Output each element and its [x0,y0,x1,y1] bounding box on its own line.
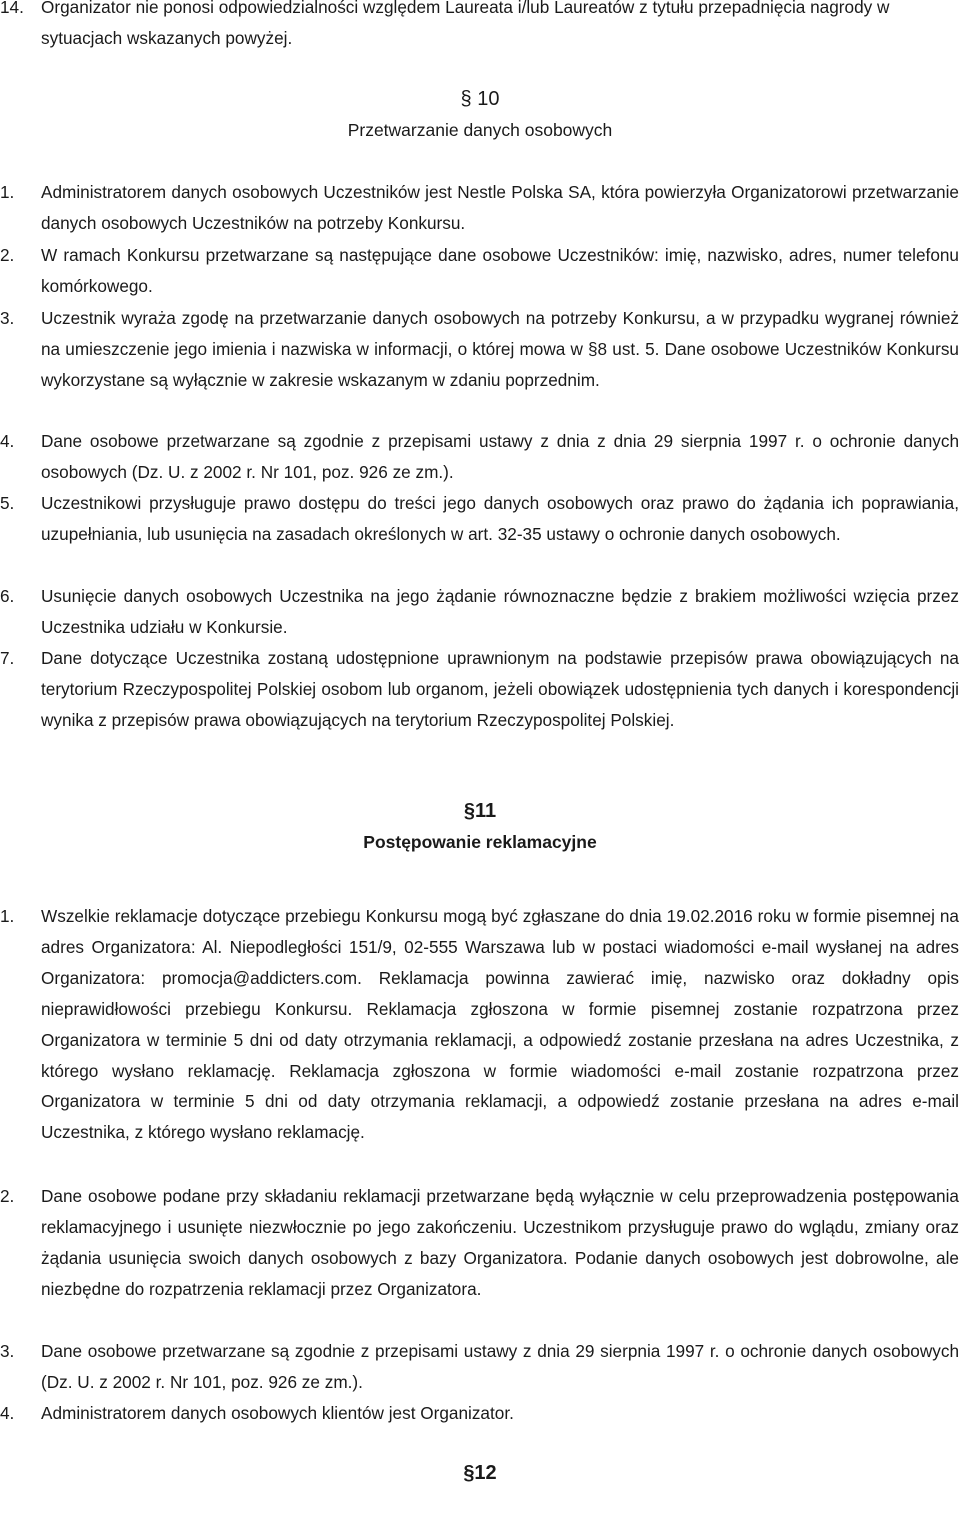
section-10-item-4 [0,426,960,488]
section-symbol: §12 [463,1462,497,1484]
paragraph-item-14 [0,0,960,54]
item-text: W ramach Konkursu przetwarzane są następujące dane osobowe Uczestników: imię, nazwisko, adres, numer telefonu komórkowego. [41,245,959,296]
section-symbol: §11 [463,800,497,822]
item-text: Dane osobowe podane przy składaniu reklamacji przetwarzane będą wyłącznie w celu przeprowadzenia postępowania reklamacyjnego i usunięte niezwłocznie po jego zakończeniu. Uczestnikom przysługuje prawo do wglądu, zmiany oraz żądania usunięcia swoich danych osobowych z bazy Organizatora. Podanie danych osobowych jest dobrowolne, ale niezbędne do rozpatrzenia reklamacji przez Organizatora. [41,1186,959,1299]
item-text: Dane dotyczące Uczestnika zostaną udostępnione uprawnionym na podstawie przepisów prawa obowiązujących na terytorium Rzeczypospolitej Polskiej osobom lub organom, jeżeli obowiązek udostępnienia tych danych i korespondencji wynika z przepisów prawa obowiązujących na terytorium Rzeczypospolitej Polskiej. [41,648,959,730]
section-12-header [0,1458,960,1489]
item-text: Uczestnikowi przysługuje prawo dostępu do treści jego danych osobowych oraz prawo do żądania ich poprawiania, uzupełniania, lub usunięcia na zasadach określonych w art. 32-35 ustawy o ochronie danych osobowych. [41,493,959,544]
item-number: 3. [0,308,15,328]
item-number: 6. [0,586,15,606]
section-11-item-2 [0,1181,960,1305]
item-text: Dane osobowe przetwarzane są zgodnie z przepisami ustawy z dnia 29 sierpnia 1997 r. o ochronie danych osobowych (Dz. U. z 2002 r. Nr 101, poz. 926 ze zm.). [41,1341,959,1392]
item-number: 1. [0,182,15,202]
section-11-item-3 [0,1336,960,1398]
section-10-item-3 [0,303,960,396]
item-number: 7. [0,648,15,668]
section-10-item-7 [0,643,960,736]
section-title: Postępowanie reklamacyjne [363,832,597,852]
section-10-item-2 [0,240,960,302]
item-number: 2. [0,245,15,265]
section-10-header [0,84,960,146]
item-text: Uczestnik wyraża zgodę na przetwarzanie danych osobowych na potrzeby Konkursu, a w przypadku wygranej również na umieszczenie jego imienia i nazwiska w informacji, o której mowa w §8 ust. 5. Dane osobowe Uczestników Konkursu wykorzystane są wyłącznie w zakresie wskazanym w zdaniu poprzednim. [41,308,959,390]
item-text: Administratorem danych osobowych Uczestników jest Nestle Polska SA, która powierzyła Organizatorowi przetwarzanie danych osobowych Uczestników na potrzeby Konkursu. [41,182,959,233]
item-text: Wszelkie reklamacje dotyczące przebiegu Konkursu mogą być zgłaszane do dnia 19.02.2016 roku w formie pisemnej na adres Organizatora: Al. Niepodległości 151/9, 02-555 Warszawa lub w postaci wiadomości e-mail wysłanej na adres Organizatora: promocja@addicters.com. Reklamacja powinna zawierać imię, nazwisko oraz dokładny opis nieprawidłowości przebiegu Konkursu. Reklamacja zgłoszona w formie pisemnej zostanie rozpatrzona przez Organizatora w terminie 5 dni od daty otrzymania reklamacji, a odpowiedź zostanie przesłana na adres Uczestnika, z którego wysłano reklamację. Reklamacja zgłoszona w formie wiadomości e-mail zostanie rozpatrzona przez Organizatora w terminie 5 dni od daty otrzymania reklamacji, a odpowiedź zostanie przesłana na adres e-mail Uczestnika, z którego wysłano reklamację. [41,906,959,1143]
item-number: 4. [0,1403,15,1423]
section-11-item-4 [0,1398,960,1429]
section-10-item-5 [0,488,960,550]
item-number: 14. [0,0,24,17]
section-11-header [0,796,960,858]
section-title: Przetwarzanie danych osobowych [347,120,613,140]
section-symbol: § 10 [460,88,500,110]
item-number: 4. [0,431,15,451]
item-number: 5. [0,493,15,513]
item-number: 3. [0,1341,15,1361]
section-11-item-1 [0,901,960,1148]
item-text: Organizator nie ponosi odpowiedzialności względem Laureata i/lub Laureatów z tytułu przepadnięcia nagrody w sytuacjach wskazanych powyżej. [41,0,890,48]
item-number: 1. [0,906,15,926]
item-number: 2. [0,1186,15,1206]
item-text: Dane osobowe przetwarzane są zgodnie z przepisami ustawy z dnia z dnia 29 sierpnia 1997 r. o ochronie danych osobowych (Dz. U. z 2002 r. Nr 101, poz. 926 ze zm.). [41,431,959,482]
item-text: Administratorem danych osobowych klientów jest Organizator. [41,1403,514,1423]
item-text: Usunięcie danych osobowych Uczestnika na jego żądanie równoznaczne będzie z brakiem możliwości wzięcia przez Uczestnika udziału w Konkursie. [41,586,959,637]
section-10-item-1 [0,177,960,239]
section-10-item-6 [0,581,960,643]
